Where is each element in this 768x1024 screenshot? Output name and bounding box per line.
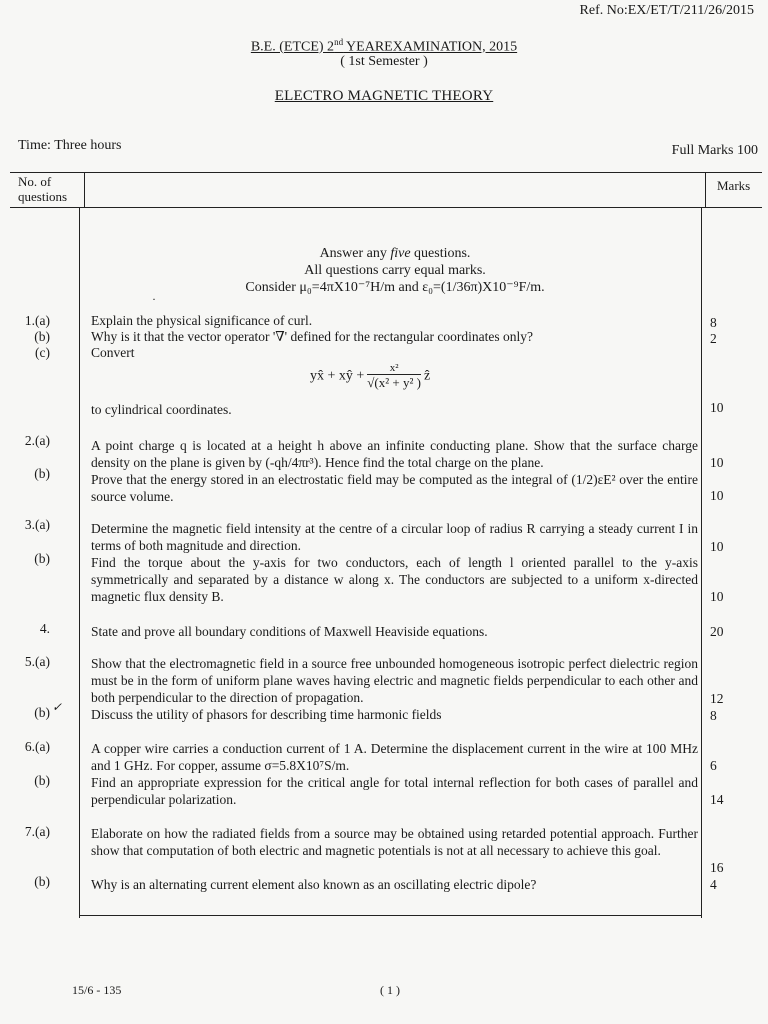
table-left-rule [79, 208, 80, 918]
question-number: (b) [34, 773, 50, 788]
question-marks: 20 [710, 624, 724, 639]
question-number: 5.(a) [24, 654, 50, 669]
question-text: Find an appropriate expression for the critical angle for total internal reflection for both cases of parallel and perpendicular polarization. [91, 775, 698, 807]
question-marks: 16 [710, 860, 724, 875]
question-number: (b) [34, 705, 50, 720]
semester: ( 1st Semester ) [340, 54, 428, 69]
subject-title: ELECTRO MAGNETIC THEORY [274, 88, 494, 104]
question-number: 2.(a) [24, 433, 50, 448]
table-header-border [10, 207, 762, 208]
instruction-line-3: Consider μ₀=4πX10⁻⁷H/m and ε₀=(1/36π)X10⁻⁹F/m. [245, 280, 545, 295]
formula: yx̂ + xŷ + $\frac{\text{x²}}{\text{√(x² + y² )}}$ ẑ [310, 362, 431, 390]
question-text: Prove that the energy stored in an electrostatic field may be computed as the integral of (1/2)εE² over the entire source volume. [91, 472, 698, 504]
question-text: Elaborate on how the radiated fields from a source may be obtained using retarded potential approach. Further show that computation of both electric and magnetic potentials is not at all necessary to achieve this goal. [91, 826, 698, 858]
question-text: A point charge q is located at a height h above an infinite conducting plane. Show that the surface charge density on the plane is given by (-qh/4πr³). Hence find the total charge on the plane. [91, 438, 698, 470]
question-text: Show that the electromagnetic field in a source free unbounded homogeneous isotropic perfect dielectric region must be in the form of uniform plane waves having electric and magnetic fields perpendicular to each other and both perpendicular to the direction of propagation. [91, 656, 698, 705]
question-text: Explain the physical significance of curl. [91, 313, 313, 328]
question-marks: 10 [710, 400, 724, 415]
question-text: Determine the magnetic field intensity at the centre of a circular loop of radius R carrying a steady current I in terms of both magnitude and direction. [91, 521, 698, 553]
question-marks: 8 [710, 315, 717, 330]
question-number: 3.(a) [24, 517, 50, 532]
header-divider-right [705, 172, 706, 208]
question-marks: 10 [710, 539, 724, 554]
question-marks: 10 [710, 455, 724, 470]
question-number: 1.(a) [24, 313, 50, 328]
question-number: (b) [34, 329, 50, 344]
question-marks: 2 [710, 331, 717, 346]
instruction-line-1: Answer any five questions. [319, 246, 471, 261]
question-text: Find the torque about the y-axis for two conductors, each of length l oriented parallel to the y-axis symmetrically and separated by a distance w along x. The conductors are subjected to a uniform x-directed magnetic flux density B. [91, 555, 698, 604]
question-marks: 14 [710, 792, 724, 807]
table-bottom-border [79, 915, 702, 916]
question-number: (b) [34, 551, 50, 566]
question-text: Why is an alternating current element also known as an oscillating electric dipole? [91, 877, 537, 892]
question-marks: 10 [710, 488, 724, 503]
column-header-marks: Marks [717, 178, 751, 193]
question-number: 4. [39, 621, 50, 636]
question-marks: 10 [710, 589, 724, 604]
column-header-question-no: No. of questions [18, 174, 68, 204]
question-marks: 8 [710, 708, 717, 723]
table-top-border [10, 172, 762, 173]
question-number: 7.(a) [24, 824, 50, 839]
reference-number: Ref. No:EX/ET/T/211/26/2015 [579, 3, 754, 18]
question-marks: 4 [710, 877, 717, 892]
question-number: (b) [34, 874, 50, 889]
question-text: Convert [91, 345, 135, 360]
question-text: Discuss the utility of phasors for describing time harmonic fields [91, 707, 442, 722]
stray-mark: · [152, 292, 156, 306]
question-text-continuation: to cylindrical coordinates. [91, 402, 232, 417]
exam-time: Time: Three hours [18, 138, 122, 153]
question-number: (b) [34, 466, 50, 481]
question-text: Why is it that the vector operator '∇' defined for the rectangular coordinates only? [91, 329, 533, 344]
question-number: 6.(a) [24, 739, 50, 754]
handwritten-tick: ✓ [52, 700, 63, 714]
question-text: State and prove all boundary conditions of Maxwell Heaviside equations. [91, 624, 488, 639]
question-marks: 6 [710, 758, 717, 773]
instruction-line-2: All questions carry equal marks. [304, 263, 486, 278]
paper-code: 15/6 - 135 [72, 983, 122, 997]
table-right-rule [701, 208, 702, 918]
question-marks: 12 [710, 691, 724, 706]
full-marks: Full Marks 100 [671, 143, 758, 158]
header-divider-left [84, 172, 85, 208]
question-text: A copper wire carries a conduction current of 1 A. Determine the displacement current in the wire at 100 MHz and 1 GHz. For copper, assume σ=5.8X10⁷S/m. [91, 741, 698, 773]
page-number: ( 1 ) [380, 983, 400, 997]
exam-title: B.E. (ETCE) 2nd YEAREXAMINATION, 2015 [250, 37, 518, 55]
question-number: (c) [35, 345, 50, 360]
